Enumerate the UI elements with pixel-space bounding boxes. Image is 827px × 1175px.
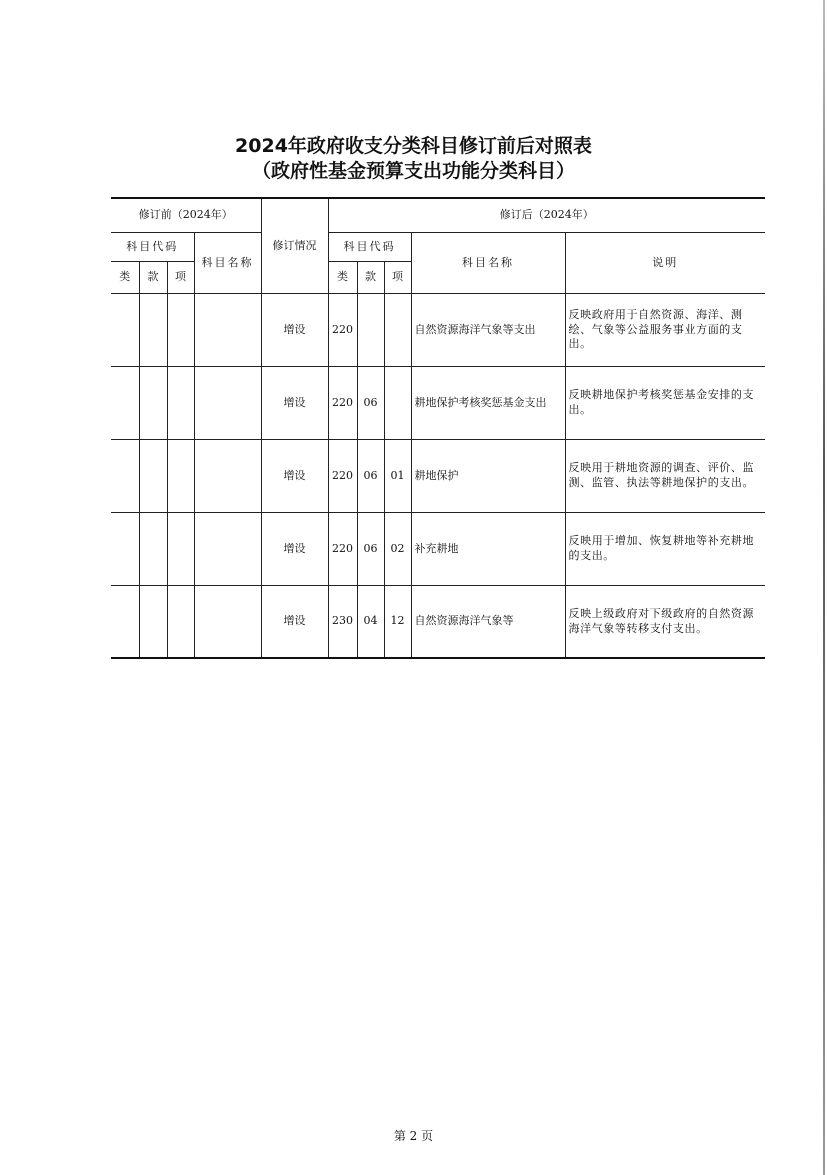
lei-cell: 230	[328, 586, 357, 659]
after-code-header: 科目代码	[328, 233, 411, 262]
before-xiang-header: 项	[167, 262, 194, 294]
kuan-cell: 06	[357, 440, 384, 513]
xiang-cell: 02	[384, 513, 411, 586]
table-row	[111, 294, 765, 367]
page-title: 2024年政府收支分类科目修订前后对照表	[235, 135, 592, 157]
name-cell: 自然资源海洋气象等支出	[411, 294, 565, 367]
kuan-cell: 04	[357, 586, 384, 659]
before-lei-header: 类	[111, 262, 139, 294]
status-header: 修订情况	[261, 198, 328, 294]
lei-cell: 220	[328, 367, 357, 440]
note-header: 说明	[565, 233, 765, 294]
status-cell: 增设	[261, 367, 328, 440]
table-row	[111, 367, 765, 440]
note-cell: 反映用于耕地资源的调查、评价、监测、监管、执法等耕地保护的支出。	[565, 440, 765, 513]
note-cell: 反映用于增加、恢复耕地等补充耕地的支出。	[565, 513, 765, 586]
table-row	[111, 440, 765, 513]
name-cell: 自然资源海洋气象等	[411, 586, 565, 659]
kuan-cell	[357, 294, 384, 367]
before-kuan-header: 款	[139, 262, 167, 294]
before-code-header: 科目代码	[111, 233, 194, 262]
after-header: 修订后（2024年）	[328, 198, 765, 233]
xiang-cell: 01	[384, 440, 411, 513]
xiang-cell	[384, 294, 411, 367]
table-row	[111, 586, 765, 659]
before-name-header: 科目名称	[194, 233, 261, 294]
after-name-header: 科目名称	[411, 233, 565, 294]
kuan-cell: 06	[357, 367, 384, 440]
kuan-cell: 06	[357, 513, 384, 586]
lei-cell: 220	[328, 440, 357, 513]
before-header: 修订前（2024年）	[111, 198, 261, 233]
after-xiang-header: 项	[384, 262, 411, 294]
name-cell: 耕地保护	[411, 440, 565, 513]
page-subtitle: （政府性基金预算支出功能分类科目）	[251, 160, 575, 182]
xiang-cell	[384, 367, 411, 440]
status-cell: 增设	[261, 440, 328, 513]
page-number: 第 2 页	[393, 1129, 434, 1143]
scan-edge	[823, 0, 825, 1175]
after-lei-header: 类	[328, 262, 357, 294]
note-cell: 反映耕地保护考核奖惩基金安排的支出。	[565, 367, 765, 440]
name-cell: 补充耕地	[411, 513, 565, 586]
status-cell: 增设	[261, 586, 328, 659]
lei-cell: 220	[328, 294, 357, 367]
comparison-table	[111, 197, 765, 659]
note-cell: 反映政府用于自然资源、海洋、测绘、气象等公益服务事业方面的支出。	[565, 294, 765, 367]
xiang-cell: 12	[384, 586, 411, 659]
status-cell: 增设	[261, 294, 328, 367]
name-cell: 耕地保护考核奖惩基金支出	[411, 367, 565, 440]
after-kuan-header: 款	[357, 262, 384, 294]
note-cell: 反映上级政府对下级政府的自然资源海洋气象等转移支付支出。	[565, 586, 765, 659]
lei-cell: 220	[328, 513, 357, 586]
table-row	[111, 513, 765, 586]
status-cell: 增设	[261, 513, 328, 586]
